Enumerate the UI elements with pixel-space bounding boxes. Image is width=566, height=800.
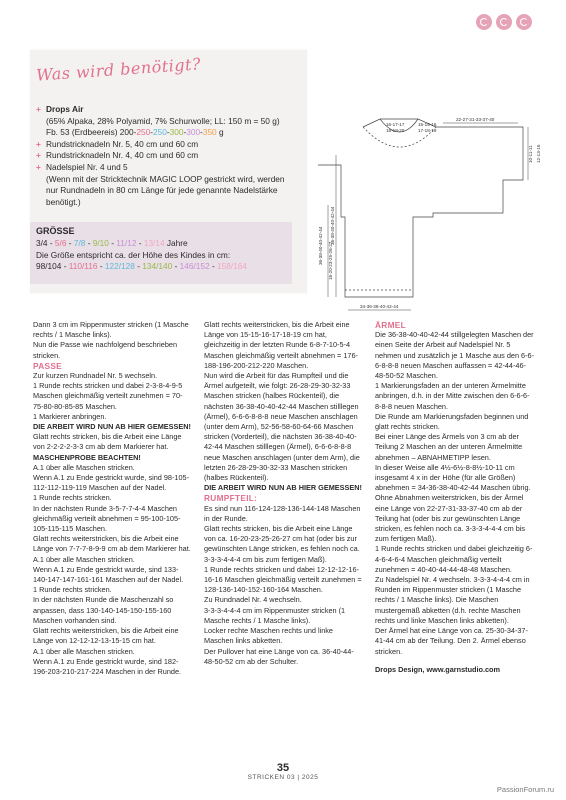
magic-loop-note: (Wenn mit der Stricktechnik MAGIC LOOP gestrickt wird, werden nur Rundnadeln in 80 cm Länge für jede genannte Nadelstärke benötigt.) [46,173,285,207]
spiral-icon [496,14,512,30]
instructions [33,320,535,677]
materials-title: Was wird benötigt? [35,54,202,85]
spiral-icon [516,14,532,30]
paragraph: 1 Markierer anbringen. [33,411,107,421]
paragraph: 1 Runde rechts stricken und dabei 2-3-8-4-9-5 Maschen gleichmäßig verteilt zunehmen = 70-75-80-80-85-85 Maschen. [33,381,183,411]
column-2 [204,320,363,677]
watermark: PassionForum.ru [496,785,554,794]
column-3 [375,320,534,677]
needle-item: Rundstricknadeln Nr. 5, 40 cm und 60 cm [46,138,199,149]
size-section [36,226,298,273]
paragraph: In der nächsten Runde 3-5-7-7-4-4 Maschen gleichmäßig verteilt abnehmen = 95-100-105-105-115-115 Maschen. [33,503,181,534]
section-heading: PASSE [33,360,63,371]
plus-icon: + [36,150,41,161]
sweater-outline [318,119,523,297]
diagram-label: 18-18-20 [386,128,405,133]
paragraph: Zur kurzen Rundnadel Nr. 5 wechseln. [33,371,158,381]
paragraph: Die Runde am Markierungsfaden beginnen und glatt rechts stricken. [375,411,529,432]
paragraph: 1 Runde rechts stricken und dabei gleichzeitig 6-4-6-4-6-4 Maschen gleichmäßig verteilt zunehmen = 40-40-44-44-48-48 Maschen. [375,544,533,574]
paragraph: Es sind nun 116-124-128-136-144-148 Maschen in der Runde. [204,503,361,523]
paragraph: 1 Runde rechts stricken und dabei 12-12-12-16-16-16 Maschen gleichmäßig verteilt zunehmen = 128-136-140-152-160-164 Maschen. [204,564,362,595]
size-values: 3/4 - 5/6 - 7/8 - 9/10 - 11/12 - 13/14 Jahre [36,237,188,248]
paragraph: Dann 3 cm im Rippenmuster stricken (1 Masche rechts / 1 Masche links). [33,320,189,340]
section-heading: RUMPFTEIL: [204,493,258,504]
paragraph: 3-3-3-4-4-4 cm im Rippenmuster stricken (1 Masche rechts / 1 Masche links). [204,605,346,625]
paragraph: Glatt rechts weiterstricken, bis die Arbeit eine Länge von 7-7-7-8-9-9 cm ab dem Markierer hat. [33,534,191,554]
paragraph: DIE ARBEIT WIRD NUN AB HIER GEMESSEN! [204,483,362,493]
diagram-label: 12-13-15 [536,144,541,163]
yarn-composition: (65% Alpaka, 28% Polyamid, 7% Schurwolle; LL: 150 m = 50 g) [46,115,280,126]
paragraph: Wenn A.1 zu Ende gestrickt wurde, sind 182-196-203-210-217-224 Maschen in der Runde. [33,656,182,676]
plus-icon: + [36,161,41,172]
credit: Drops Design, www.garnstudio.com [375,664,501,674]
paragraph: DIE ARBEIT WIRD NUN AB HIER GEMESSEN! [33,422,191,432]
paragraph: Nun wird die Arbeit für das Rumpfteil und die Ärmel aufgeteilt, wie folgt: 26-28-29-30-32-33 Maschen stricken (halbes Rückenteil), die nächsten 36-38-40-40-42-44 Maschen stilllegen (Ärmel), 6-6-6-8-8-8 neue Maschen anschlagen (unter dem Arm), 52-56-58-60-64-66 Maschen stricken (Vorderteil), die nächsten 36-38-40-40-42-44 Maschen stilllegen (Ärmel), 6-6-6-8-8-8 neue Maschen anschlagen (unter dem Arm), die letzten 26-28-29-30-32-33 Maschen stricken (halbes Rückenteil). [204,371,360,483]
spiral-icon [476,14,492,30]
size-title: GRÖSSE [36,226,75,236]
yarn-amounts: Fb. 53 (Erdbeereis) 200-250-250-300-300-350 g [46,127,224,138]
paragraph: Wenn A.1 zu Ende gestrickt wurde, sind 98-105-112-112-119-119 Maschen auf der Nadel. [33,473,190,493]
diagram-label: 22-27-31-33-37-40 [456,117,495,122]
paragraph: A.1 über alle Maschen stricken. [33,554,135,564]
page-footer [0,762,566,781]
size-note: Die Größe entspricht ca. der Höhe des Kindes in cm: [36,249,231,260]
diagram-label: 16-17-17 [386,122,405,127]
diagram-label: 34-36-38-40-42-44 [360,304,399,309]
needle-item: Rundstricknadeln Nr. 4, 40 cm und 60 cm [46,150,199,161]
materials-list [36,104,298,208]
plus-icon: + [36,104,41,114]
paragraph: Locker rechte Maschen rechts und linke Maschen links abketten. [204,626,333,646]
decorative-spirals [476,14,532,30]
paragraph: MASCHENPROBE BEACHTEN! [33,452,141,462]
paragraph: 1 Runde rechts stricken. [33,493,112,503]
diagram-label: 36-38-40-40-42-44 [318,226,323,265]
paragraph: Wenn A.1 zu Ende gestrickt wurde, sind 133-140-147-147-161-161 Maschen auf der Nadel. [33,564,184,585]
paragraph: In der nächsten Runde die Maschenzahl so anpassen, dass 130-140-145-150-155-160 Maschen vorhanden sind. [33,595,174,625]
paragraph: A.1 über alle Maschen stricken. [33,646,135,656]
page-number: 35 [276,762,290,774]
section-heading: ÄRMEL [375,320,406,330]
size-heights: 98/104 - 110/116 - 122/128 - 134/140 - 146/152 - 158/164 [36,261,248,272]
paragraph: Glatt rechts stricken, bis die Arbeit eine Länge von 2-2-2-2-3-3 cm ab dem Markierer hat. [33,432,182,452]
paragraph: Ohne Abnahmen weiterstricken, bis der Ärmel eine Länge von 22-27-31-33-37-40 cm ab der Teilung hat (oder bis zur gewünschten Länge stricken, es fehlen noch ca. 3-3-3-4-4-4 cm bis zum fertigen Maß). [375,493,526,544]
magazine-name: STRICKEN 03 | 2025 [247,774,319,781]
paragraph: Glatt rechts weiterstricken, bis die Arbeit eine Länge von 12-12-12-13-15-15 cm hat. [33,626,179,646]
paragraph: 1 Runde rechts stricken. [33,585,112,595]
paragraph: Der Ärmel hat eine Länge von ca. 25-30-34-37-41-44 cm ab der Teilung. Den 2. Ärmel ebenso stricken. [375,626,528,656]
paragraph: Zu Nadelspiel Nr. 4 wechseln. 3-3-3-4-4-4 cm in Runden im Rippenmuster stricken (1 Masche rechts / 1 Masche links). Die Maschen mustergemäß abketten (d.h. rechte Maschen rechts und linke Maschen links abketten). [375,575,530,625]
diagram-label: 17-18-19 [418,128,437,133]
sweater-diagram [308,105,548,315]
diagram-label: 10-11-11 [528,145,533,163]
plus-icon: + [36,138,41,149]
diagram-label: 16-20-23-25-26-27 [328,241,333,280]
paragraph: In dieser Weise alle 4½-6½-8-8½-10-11 cm insgesamt 4 x in der Höhe (für alle Größen) abnehmen = 34-36-38-40-42-44 Maschen übrig. [375,462,531,493]
paragraph: Nun die Passe wie nachfolgend beschrieben stricken. [33,340,178,360]
column-1 [33,320,192,677]
paragraph: Zu Rundnadel Nr. 4 wechseln. [204,595,302,605]
paragraph: Der Pullover hat eine Länge von ca. 36-40-44-48-50-52 cm ab der Schulter. [204,646,354,666]
diagram-label: 36-38-40-40-42-44 [330,206,335,245]
paragraph: A.1 über alle Maschen stricken. [33,462,135,472]
needle-item: Nadelspiel Nr. 4 und 5 [46,161,128,172]
yarn-name: Drops Air [46,104,84,114]
paragraph: 1 Markierungsfaden an der unteren Ärmelmitte anbringen, d.h. in der Mitte zwischen den 6-6-6-8-8-8 neuen Maschen. [375,381,530,411]
paragraph: Glatt rechts weiterstricken, bis die Arbeit eine Länge von 15-15-16-17-18-19 cm hat, gleichzeitig in der letzten Runde 6-8-7-10-5-4 Maschen gleichmäßig verteilt abnehmen = 176-188-196-200-212-220 Maschen. [204,320,358,370]
paragraph: Bei einer Länge des Ärmels von 3 cm ab der Teilung 2 Maschen an der unteren Ärmelmitte abnehmen – ABNAHMETIPP lesen. [375,432,523,462]
paragraph: Glatt rechts stricken, bis die Arbeit eine Länge von ca. 16-20-23-25-26-27 cm hat (oder bis zur gewünschten Länge stricken, es fehlen noch ca. 3-3-3-4-4-4 cm bis zum fertigen Maß). [204,524,360,564]
diagram-label: 15-15-16 [418,122,437,127]
paragraph: Die 36-38-40-40-42-44 stillgelegten Maschen der einen Seite der Arbeit auf Nadelspiel Nr. 5 nehmen und zusätzlich je 1 Masche aus den 6-6-6-8-8-8 neuen Maschen auffassen = 42-44-46-48-50-52 Maschen. [375,330,535,381]
